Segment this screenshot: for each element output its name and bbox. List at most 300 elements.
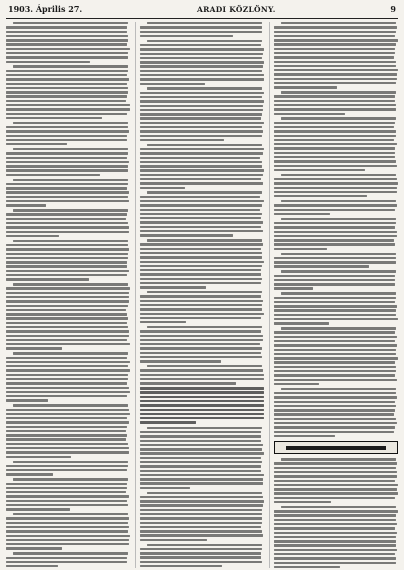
text-line-placeholder (274, 549, 397, 551)
text-line-placeholder (281, 22, 395, 24)
text-line-placeholder (6, 108, 130, 110)
text-line-placeholder (281, 200, 395, 202)
text-line-placeholder (274, 275, 395, 277)
text-line-placeholder (274, 43, 396, 45)
text-line-placeholder (140, 174, 263, 176)
text-line-placeholder (274, 331, 395, 333)
section-heading-box (274, 441, 398, 454)
text-line-placeholder (274, 353, 396, 355)
text-line-placeholder (140, 282, 261, 284)
text-line-placeholder (6, 378, 128, 380)
text-line-placeholder (281, 117, 395, 119)
text-line-placeholder (140, 209, 260, 211)
text-line-placeholder (274, 113, 345, 115)
text-line-placeholder (6, 95, 127, 97)
paragraph-placeholder (140, 144, 264, 189)
text-line-placeholder (140, 444, 263, 446)
text-line-placeholder (6, 157, 127, 159)
text-line-placeholder (13, 240, 127, 242)
paragraph-placeholder (274, 292, 398, 324)
text-line-placeholder (274, 283, 395, 285)
text-line-placeholder (140, 243, 263, 245)
text-line-placeholder (13, 179, 127, 181)
text-line-placeholder (140, 452, 264, 454)
text-line-placeholder (140, 457, 261, 459)
paragraph-placeholder (274, 506, 398, 568)
text-line-placeholder (140, 396, 264, 398)
text-line-placeholder (6, 222, 128, 224)
issue-date: 1903. Április 27. (8, 4, 83, 14)
paragraph-placeholder (6, 478, 130, 510)
text-line-placeholder (6, 152, 128, 154)
text-line-placeholder (281, 292, 395, 294)
text-line-placeholder (274, 73, 397, 75)
paragraph-placeholder (274, 253, 398, 268)
text-line-placeholder (6, 526, 129, 528)
text-line-placeholder (274, 349, 396, 351)
text-line-placeholder (274, 383, 319, 385)
paragraph-placeholder (6, 513, 130, 550)
text-line-placeholder (13, 122, 127, 124)
text-line-placeholder (274, 405, 396, 407)
column-left (6, 22, 130, 568)
text-line-placeholder (140, 382, 236, 384)
paragraph-placeholder (274, 218, 398, 250)
text-line-placeholder (147, 291, 261, 293)
text-line-placeholder (274, 562, 396, 564)
text-line-placeholder (140, 482, 263, 484)
text-line-placeholder (6, 174, 100, 176)
text-line-placeholder (147, 492, 261, 494)
text-line-placeholder (274, 147, 395, 149)
text-line-placeholder (140, 204, 262, 206)
paragraph-placeholder (6, 22, 130, 63)
text-line-placeholder (140, 360, 221, 362)
text-line-placeholder (274, 305, 397, 307)
text-line-placeholder (6, 504, 128, 506)
text-line-placeholder (147, 326, 261, 328)
text-line-placeholder (6, 491, 126, 493)
paragraph-placeholder (6, 352, 130, 401)
text-line-placeholder (274, 297, 396, 299)
text-line-placeholder (6, 187, 127, 189)
text-line-placeholder (274, 357, 398, 359)
paragraph-placeholder (6, 179, 130, 207)
text-line-placeholder (140, 178, 261, 180)
text-line-placeholder (6, 117, 102, 119)
text-line-placeholder (13, 283, 127, 285)
text-line-placeholder (140, 35, 233, 37)
text-line-placeholder (274, 435, 335, 437)
text-line-placeholder (274, 523, 397, 525)
text-line-placeholder (140, 421, 196, 423)
text-line-placeholder (274, 497, 395, 499)
text-line-placeholder (6, 196, 128, 198)
text-line-placeholder (274, 82, 396, 84)
text-line-placeholder (140, 165, 262, 167)
text-line-placeholder (274, 248, 327, 250)
text-line-placeholder (140, 509, 262, 511)
text-line-placeholder (140, 135, 262, 137)
text-line-placeholder (6, 539, 129, 541)
text-line-placeholder (6, 495, 129, 497)
text-line-placeholder (140, 565, 222, 567)
text-line-placeholder (140, 417, 264, 419)
text-line-placeholder (140, 113, 262, 115)
text-line-placeholder (140, 330, 261, 332)
text-line-placeholder (274, 156, 395, 158)
text-line-placeholder (274, 314, 396, 316)
text-line-placeholder (274, 492, 398, 494)
text-line-placeholder (274, 213, 330, 215)
paragraph-placeholder (274, 388, 398, 437)
text-line-placeholder (6, 91, 128, 93)
text-line-placeholder (140, 335, 263, 337)
text-line-placeholder (274, 152, 395, 154)
text-line-placeholder (274, 243, 395, 245)
text-line-placeholder (140, 356, 262, 358)
text-line-placeholder (6, 87, 128, 89)
text-line-placeholder (140, 261, 264, 263)
text-line-placeholder (274, 235, 397, 237)
text-line-placeholder (274, 519, 396, 521)
text-line-placeholder (140, 196, 260, 198)
text-line-placeholder (6, 322, 127, 324)
text-line-placeholder (6, 165, 128, 167)
text-line-placeholder (274, 301, 395, 303)
text-line-placeholder (6, 451, 129, 453)
text-line-placeholder (140, 470, 261, 472)
text-line-placeholder (140, 404, 264, 406)
text-line-placeholder (140, 391, 264, 393)
text-line-placeholder (281, 388, 395, 390)
text-line-placeholder (147, 144, 261, 146)
text-line-placeholder (274, 488, 397, 490)
text-line-placeholder (147, 365, 261, 367)
text-line-placeholder (140, 278, 262, 280)
text-line-placeholder (6, 270, 129, 272)
text-line-placeholder (274, 426, 395, 428)
text-line-placeholder (6, 335, 129, 337)
paragraph-placeholder (6, 240, 130, 281)
text-line-placeholder (274, 69, 398, 71)
text-line-placeholder (140, 561, 262, 563)
text-line-placeholder (274, 344, 397, 346)
text-line-placeholder (274, 226, 395, 228)
text-line-placeholder (6, 326, 128, 328)
text-line-placeholder (6, 426, 127, 428)
text-line-placeholder (6, 52, 128, 54)
text-line-placeholder (140, 431, 261, 433)
text-line-placeholder (6, 113, 127, 115)
text-line-placeholder (140, 169, 264, 171)
text-line-placeholder (140, 130, 263, 132)
text-line-placeholder (140, 517, 262, 519)
text-line-placeholder (140, 44, 261, 46)
text-line-placeholder (6, 70, 128, 72)
text-line-placeholder (6, 343, 130, 345)
text-line-placeholder (6, 126, 128, 128)
column-right (269, 22, 398, 568)
text-line-placeholder (274, 413, 394, 415)
text-line-placeholder (6, 399, 48, 401)
text-line-placeholder (140, 53, 263, 55)
text-line-placeholder (281, 253, 395, 255)
text-line-placeholder (6, 235, 59, 237)
text-line-placeholder (274, 178, 397, 180)
paragraph-placeholder (274, 458, 398, 503)
paragraph-placeholder (140, 291, 264, 323)
text-line-placeholder (6, 183, 128, 185)
text-line-placeholder (140, 347, 262, 349)
paragraph-placeholder (274, 22, 398, 89)
text-line-placeholder (6, 43, 127, 45)
text-line-placeholder (281, 458, 395, 460)
text-line-placeholder (140, 230, 263, 232)
text-line-placeholder (6, 231, 129, 233)
text-line-placeholder (6, 161, 129, 163)
text-line-placeholder (6, 31, 127, 33)
text-line-placeholder (274, 336, 397, 338)
text-line-placeholder (274, 143, 397, 145)
text-line-placeholder (6, 253, 128, 255)
text-line-placeholder (140, 92, 264, 94)
text-line-placeholder (6, 313, 127, 315)
text-line-placeholder (274, 510, 398, 512)
text-line-placeholder (6, 565, 58, 567)
text-line-placeholder (274, 514, 396, 516)
text-line-placeholder (6, 39, 128, 41)
text-line-placeholder (140, 273, 261, 275)
text-line-placeholder (274, 279, 395, 281)
text-line-placeholder (140, 221, 263, 223)
text-line-placeholder (6, 473, 53, 475)
text-line-placeholder (147, 239, 261, 241)
text-line-placeholder (274, 108, 396, 110)
text-line-placeholder (13, 352, 127, 354)
text-line-placeholder (274, 422, 397, 424)
text-line-placeholder (6, 213, 127, 215)
text-line-placeholder (6, 395, 127, 397)
text-line-placeholder (274, 462, 397, 464)
text-line-placeholder (274, 265, 369, 267)
text-line-placeholder (6, 248, 129, 250)
text-line-placeholder (140, 139, 224, 141)
text-line-placeholder (274, 471, 397, 473)
paragraph-placeholder (6, 283, 130, 350)
text-line-placeholder (6, 100, 126, 102)
paragraph-placeholder (6, 461, 130, 476)
text-line-placeholder (140, 96, 262, 98)
text-line-placeholder (274, 187, 397, 189)
text-line-placeholder (274, 239, 394, 241)
text-line-placeholder (6, 244, 128, 246)
text-line-placeholder (6, 48, 130, 50)
text-line-placeholder (147, 544, 261, 546)
text-line-placeholder (281, 218, 395, 220)
text-line-placeholder (6, 300, 129, 302)
text-line-placeholder (140, 161, 262, 163)
paragraph-placeholder (140, 239, 264, 288)
text-line-placeholder (274, 527, 395, 529)
text-line-placeholder (140, 126, 262, 128)
text-line-placeholder (6, 274, 127, 276)
text-line-placeholder (140, 530, 262, 532)
text-line-placeholder (13, 461, 127, 463)
text-line-placeholder (140, 440, 261, 442)
text-line-placeholder (274, 139, 394, 141)
text-line-placeholder (140, 148, 264, 150)
text-line-placeholder (140, 226, 261, 228)
paragraph-placeholder (140, 326, 264, 363)
text-line-placeholder (140, 435, 261, 437)
text-line-placeholder (274, 536, 396, 538)
text-line-placeholder (140, 522, 262, 524)
text-line-placeholder (6, 169, 128, 171)
text-line-placeholder (140, 321, 186, 323)
text-line-placeholder (281, 327, 395, 329)
text-line-placeholder (13, 148, 127, 150)
text-line-placeholder (274, 374, 395, 376)
text-line-placeholder (6, 257, 128, 259)
text-line-placeholder (140, 339, 263, 341)
text-line-placeholder (140, 269, 261, 271)
text-line-placeholder (140, 308, 262, 310)
text-line-placeholder (274, 182, 398, 184)
text-line-placeholder (274, 100, 395, 102)
text-line-placeholder (274, 122, 395, 124)
text-line-placeholder (6, 56, 128, 58)
text-line-placeholder (6, 130, 129, 132)
text-line-placeholder (140, 265, 262, 267)
text-line-placeholder (140, 496, 263, 498)
text-line-placeholder (274, 191, 397, 193)
text-line-placeholder (6, 391, 130, 393)
text-line-placeholder (6, 143, 67, 145)
text-line-placeholder (274, 31, 396, 33)
text-line-placeholder (6, 387, 129, 389)
text-line-placeholder (6, 309, 126, 311)
text-line-placeholder (6, 483, 127, 485)
text-line-placeholder (6, 438, 126, 440)
text-line-placeholder (6, 296, 129, 298)
text-line-placeholder (6, 26, 127, 28)
text-line-placeholder (140, 57, 262, 59)
text-line-placeholder (147, 22, 261, 24)
text-line-placeholder (274, 26, 397, 28)
text-line-placeholder (140, 409, 264, 411)
text-line-placeholder (6, 305, 128, 307)
text-line-placeholder (13, 478, 127, 480)
text-line-placeholder (140, 504, 263, 506)
text-line-placeholder (274, 340, 395, 342)
text-line-placeholder (140, 234, 233, 236)
text-line-placeholder (6, 434, 127, 436)
text-line-placeholder (140, 256, 262, 258)
text-line-placeholder (281, 270, 395, 272)
text-line-placeholder (274, 61, 396, 63)
text-line-placeholder (274, 431, 394, 433)
text-line-placeholder (274, 169, 365, 171)
text-line-placeholder (140, 65, 263, 67)
text-line-placeholder (6, 382, 127, 384)
text-line-placeholder (274, 532, 397, 534)
paragraph-placeholder (140, 191, 264, 236)
text-line-placeholder (140, 83, 205, 85)
text-line-placeholder (6, 347, 62, 349)
text-line-placeholder (274, 130, 396, 132)
text-line-placeholder (6, 365, 128, 367)
text-line-placeholder (6, 543, 129, 545)
text-line-placeholder (140, 78, 264, 80)
number-list-placeholder (140, 387, 264, 424)
paragraph-placeholder (6, 404, 130, 458)
text-line-placeholder (6, 369, 130, 371)
text-line-placeholder (274, 160, 396, 162)
text-line-placeholder (274, 318, 398, 320)
text-line-placeholder (6, 561, 127, 563)
text-line-placeholder (274, 195, 367, 197)
text-line-placeholder (140, 369, 263, 371)
text-line-placeholder (274, 65, 396, 67)
text-line-placeholder (140, 534, 263, 536)
text-line-placeholder (274, 222, 396, 224)
section-heading-placeholder (286, 446, 386, 450)
text-line-placeholder (274, 204, 397, 206)
text-line-placeholder (13, 22, 127, 24)
text-line-placeholder (140, 461, 262, 463)
paragraph-placeholder (274, 327, 398, 385)
text-line-placeholder (140, 286, 206, 288)
text-line-placeholder (6, 547, 62, 549)
text-line-placeholder (274, 78, 397, 80)
paragraph-placeholder (274, 200, 398, 215)
text-line-placeholder (274, 257, 396, 259)
paragraph-placeholder (140, 492, 264, 541)
text-line-placeholder (147, 40, 261, 42)
text-line-placeholder (147, 87, 261, 89)
text-line-placeholder (140, 182, 263, 184)
text-line-placeholder (140, 70, 262, 72)
text-line-placeholder (140, 539, 207, 541)
text-line-placeholder (6, 317, 128, 319)
paragraph-placeholder (6, 148, 130, 176)
text-line-placeholder (274, 544, 396, 546)
text-line-placeholder (274, 501, 331, 503)
text-line-placeholder (140, 117, 261, 119)
text-line-placeholder (140, 400, 264, 402)
text-line-placeholder (274, 553, 395, 555)
text-line-placeholder (274, 261, 396, 263)
text-line-placeholder (274, 39, 398, 41)
paragraph-placeholder (140, 87, 264, 141)
text-line-placeholder (13, 513, 127, 515)
text-line-placeholder (274, 165, 397, 167)
text-line-placeholder (6, 265, 127, 267)
text-line-placeholder (140, 413, 264, 415)
text-line-placeholder (140, 526, 261, 528)
text-line-placeholder (274, 104, 396, 106)
text-line-placeholder (6, 500, 127, 502)
text-line-placeholder (140, 313, 264, 315)
text-line-placeholder (140, 500, 264, 502)
text-line-placeholder (6, 487, 127, 489)
text-line-placeholder (6, 374, 128, 376)
text-line-placeholder (6, 74, 127, 76)
text-line-placeholder (6, 557, 127, 559)
page-number: 9 (390, 4, 396, 14)
text-line-placeholder (274, 287, 313, 289)
